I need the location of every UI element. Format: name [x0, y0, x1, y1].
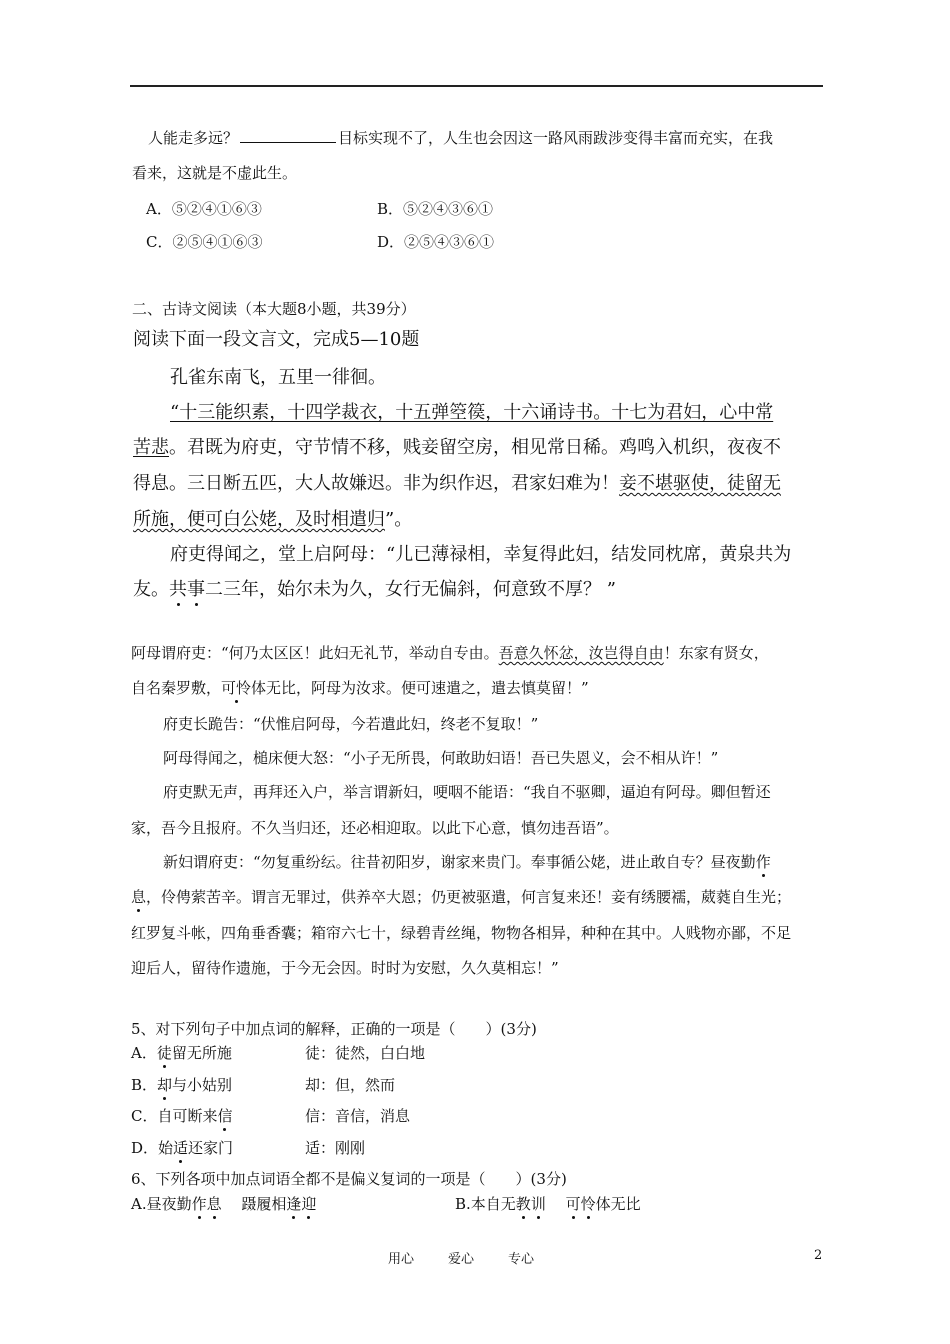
dotted-char: 训 [530, 1195, 546, 1213]
q5-option-a: A．徒留无所施 [131, 1044, 232, 1062]
passage-line: 阿母谓府吏：“何乃太区区！此妇无礼节，举动自专由。吾意久怀忿，汝岂得自由！东家有贤女， [131, 644, 769, 662]
passage-line: 苦悲。君既为府吏，守节情不移，贱妾留空房，相见常日稀。鸡鸣入机织，夜夜不 [133, 437, 781, 458]
passage-line: 府吏默无声，再拜还入户，举言谓新妇，哽咽不能语：“我自不驱卿，逼迫有阿母。卿但暂还 [163, 783, 771, 801]
q4-option-a: A．⑤②④①⑥③ [146, 200, 262, 218]
dotted-char: 信 [217, 1107, 233, 1125]
dotted-char: 可 [565, 1195, 581, 1213]
passage-line: 息，伶俜萦苦辛。谓言无罪过，供养卒大恩；仍更被驱遣，何言复来还！妾有绣腰襦，葳蕤自生光； [131, 888, 792, 906]
dotted-char: 共 [169, 579, 187, 600]
dotted-char: 怜 [580, 1195, 596, 1213]
dotted-char: 作 [755, 853, 771, 871]
passage-line: 阿母得闻之，槌床便大怒：“小子无所畏，何敢助妇语！吾已失恩义，会不相从许！” [163, 749, 719, 767]
dotted-char: 事 [187, 579, 205, 600]
dotted-char: 可怜 [221, 679, 252, 697]
q4-line-1: 人能走多远？ 目标实现不了，人生也会因这一路风雨跋涉变得丰富而充实，在我 [148, 129, 774, 147]
q6-option-a: A.昼夜勤作息 蹑履相逢迎 [131, 1195, 317, 1213]
page-footer: 用心 爱心 专心 [388, 1252, 535, 1267]
dotted-char: 教 [515, 1195, 531, 1213]
passage-line: 府吏得闻之，堂上启阿母：“儿已薄禄相，幸复得此妇，结发同枕席，黄泉共为 [170, 544, 792, 565]
q4-option-c: C．②⑤④①⑥③ [146, 233, 263, 251]
q5-stem: 5、对下列句子中加点词的解释，正确的一项是（ ）(3分) [131, 1020, 537, 1038]
q5-option-b: B．却与小姑别 [131, 1076, 233, 1094]
dotted-char: 作 [191, 1195, 207, 1213]
passage-line: “十三能织素，十四学裁衣，十五弹箜篌，十六诵诗书。十七为君妇，心中常 [170, 402, 774, 423]
answer-blank [240, 128, 336, 143]
q4-line-2: 看来，这就是不虚此生。 [132, 164, 298, 182]
q4-option-b: B．⑤②④③⑥① [377, 200, 494, 218]
q5-option-d: D．始适还家门 [131, 1139, 234, 1157]
q5-option-a-definition: 徒：徒然，白白地 [305, 1044, 426, 1062]
passage-line: 友。共事二三年，始尔未为久，女行无偏斜，何意致不厚？ ” [133, 579, 616, 600]
q6-stem: 6、下列各项中加点词语全都不是偏义复词的一项是（ ）(3分) [131, 1170, 567, 1188]
dotted-char: 适 [173, 1139, 189, 1157]
header-rule [130, 85, 823, 87]
dotted-char: 息 [131, 888, 147, 906]
dotted-char: 息 [206, 1195, 222, 1213]
passage-line: 孔雀东南飞，五里一徘徊。 [170, 367, 386, 388]
passage-line: 家，吾今且报府。不久当归还，还必相迎取。以此下心意，慎勿违吾语”。 [131, 819, 619, 837]
passage-line: 府吏长跪告：“伏惟启阿母，今若遣此妇，终老不复取！” [163, 715, 539, 733]
passage-line: 所施，便可白公姥，及时相遣归”。 [133, 509, 413, 530]
q5-option-c-definition: 信：音信，消息 [305, 1107, 411, 1125]
passage-line: 红罗复斗帐，四角垂香囊；箱帘六七十，绿碧青丝绳，物物各相异，种种在其中。人贱物亦鄙，不足 [131, 924, 792, 942]
passage-line: 迎后人，留待作遗施，于今无会因。时时为安慰，久久莫相忘！” [131, 959, 559, 977]
dotted-char: 却 [157, 1076, 173, 1094]
dotted-char: 徒 [156, 1044, 172, 1062]
q6-option-b: B.本自无教训 可怜体无比 [455, 1195, 641, 1213]
section-title: 二、古诗文阅读（本大题8小题，共39分） [132, 300, 416, 318]
passage-line: 自名秦罗敷，可怜体无比，阿母为汝求。便可速遣之，遣去慎莫留！” [131, 679, 589, 697]
reading-instruction: 阅读下面一段文言文，完成5—10题 [133, 329, 420, 350]
passage-line: 新妇谓府吏：“勿复重纷纭。往昔初阳岁，谢家来贵门。奉事循公姥，进止敢自专？昼夜勤作 [163, 853, 771, 871]
q5-option-c: C．自可断来信 [131, 1107, 233, 1125]
q5-option-d-definition: 适：刚刚 [305, 1139, 366, 1157]
dotted-char: 迎 [301, 1195, 317, 1213]
passage-line: 得息。三日断五匹，大人故嫌迟。非为织作迟，君家妇难为！妾不堪驱使，徒留无 [133, 473, 781, 494]
dotted-char: 逢 [286, 1195, 302, 1213]
q5-option-b-definition: 却：但，然而 [305, 1076, 396, 1094]
page-number: 2 [814, 1248, 823, 1263]
q4-option-d: D．②⑤④③⑥① [377, 233, 495, 251]
